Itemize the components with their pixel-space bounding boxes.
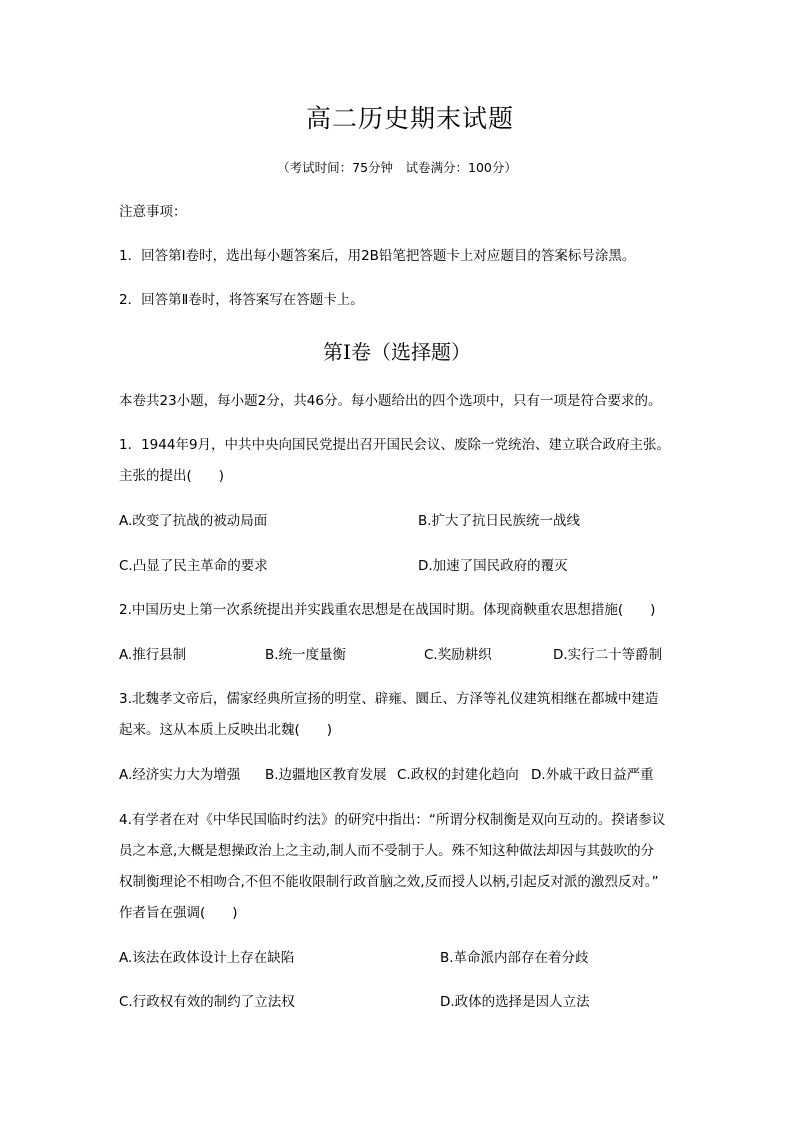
option-a[interactable]: A.经济实力大为增强 [119,767,241,783]
question-text-line: 起来。这从本质上反映出北魏( ) [119,722,333,738]
note-item-2: 2．回答第Ⅱ卷时，将答案写在答题卡上。 [119,292,364,308]
option-c[interactable]: C.奖励耕织 [424,647,492,663]
question-text-line: 主张的提出( ) [119,468,225,484]
question-text-line: 4.有学者在对《中华民国临时约法》的研究中指出：“所谓分权制衡是双向互动的。揆诸参议 [119,812,666,828]
question-text-line: 3.北魏孝文帝后，儒家经典所宣扬的明堂、辟雍、圜丘、方泽等礼仪建筑相继在都城中建造 [119,691,659,707]
note-item-1: 1．回答第Ⅰ卷时，选出每小题答案后，用2B铅笔把答题卡上对应题目的答案标号涂黑。 [119,248,636,264]
option-c[interactable]: C.凸显了民主革命的要求 [119,558,268,574]
option-d[interactable]: D.外戚干政日益严重 [531,767,654,783]
question-text-line: 2.中国历史上第一次系统提出并实践重农思想是在战国时期。体现商鞅重农思想措施( ) [119,602,656,618]
option-d[interactable]: D.实行二十等爵制 [553,647,663,663]
question-text-line: 1．1944年9月，中共中央向国民党提出召开国民会议、废除一党统治、建立联合政府主张。 [119,437,671,453]
option-a[interactable]: A.改变了抗战的被动局面 [119,513,268,529]
exam-subtitle: （考试时间：75分钟 试卷满分：100分） [277,160,517,175]
option-a[interactable]: A.该法在政体设计上存在缺陷 [119,950,295,966]
exam-title: 高二历史期末试题 [305,104,514,133]
option-d[interactable]: D.加速了国民政府的覆灭 [418,558,568,574]
option-b[interactable]: B.统一度量衡 [265,647,347,663]
option-b[interactable]: B.革命派内部存在着分歧 [440,950,589,966]
option-d[interactable]: D.政体的选择是因人立法 [440,994,590,1010]
option-b[interactable]: B.扩大了抗日民族统一战线 [418,513,581,529]
question-text-line: 员之本意,大概是想操政治上之主动,制人而不受制于人。殊不知这种做法却因与其鼓吹的分 [119,843,655,859]
notes-label: 注意事项： [119,204,187,220]
option-b[interactable]: B.边疆地区教育发展 [265,767,387,783]
section-title: 第Ⅰ卷（选择题） [323,340,471,364]
option-c[interactable]: C.政权的封建化趋向 [397,767,519,783]
question-text-line: 作者旨在强调( ) [119,905,238,921]
question-text-line: 权制衡理论不相吻合,不但不能收限制行政首脑之效,反而授人以柄,引起反对派的激烈反对。” [119,874,659,890]
section-intro: 本卷共23小题，每小题2分，共46分。每小题给出的四个选项中，只有一项是符合要求的。 [119,393,662,409]
option-a[interactable]: A.推行县制 [119,647,187,663]
option-c[interactable]: C.行政权有效的制约了立法权 [119,994,295,1010]
